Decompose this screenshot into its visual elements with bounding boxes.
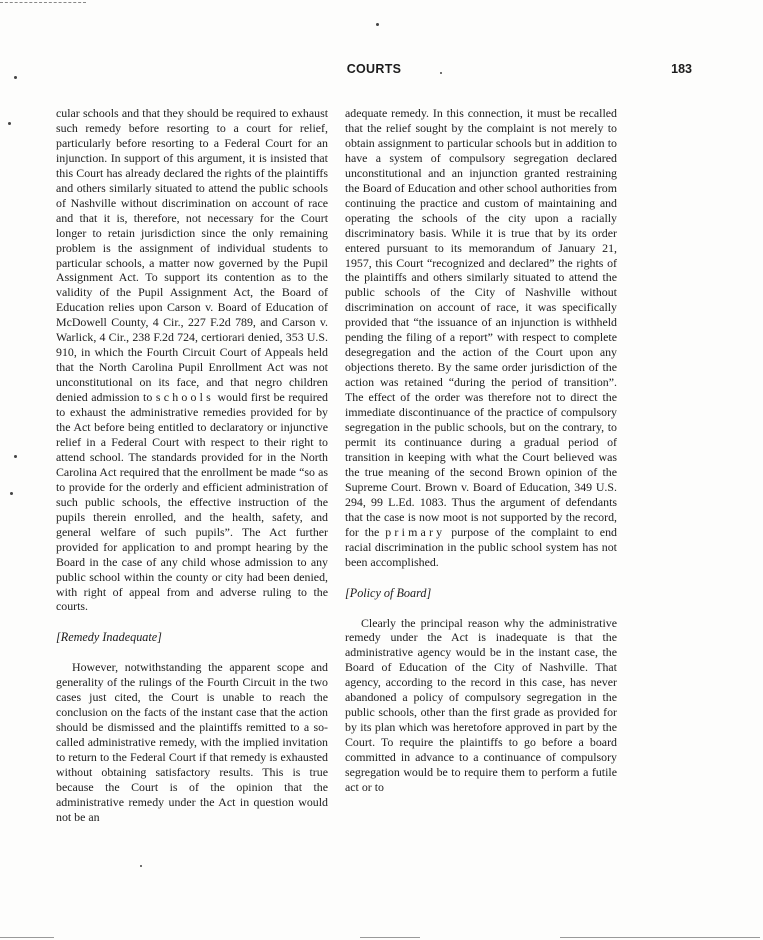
bottom-edge-rule	[560, 937, 760, 938]
running-head: COURTS	[346, 62, 402, 76]
paragraph-text: adequate remedy. In this connection, it must be recalled that the relief sought by the complaint is not merely to obtain assignment to particular schools but in addition to have a system of compulsory segregation declared unconstitutional and an injunction granted restraining the Board of Education and other school authorities from continuing the practice and custom of maintaining and operating the schools of the city upon a racially discriminatory basis. While it is true that by its order entered pursuant to its memorandum of January 21, 1957, this Court “recognized and declared” the rights of the plaintiffs and others similarly situated to attend the public schools of the City of Nashville without discrimination on account of race, it was specifically provided that “the issuance of an injunction is withheld pending the filing of a report” with respect to complete desegregation and the action of the Court upon any objections thereto. By the same order jurisdiction of the action was retained “during the period of transition”. The effect of the order was therefore not to direct the immediate discontinuance of the practice of compulsory segregation in the public schools, but on the contrary, to permit its continuance during a gradual period of transition in keeping with what the Court believed was the true meaning of the second Brown opinion of the Supreme Court. Brown v. Board of Education, 349 U.S. 294, 99 L.Ed. 1083. Thus the argument of defendants that the case is now moot is not supported by the record, for the	[345, 106, 617, 539]
scan-speck	[10, 492, 13, 495]
paragraph	[56, 106, 328, 614]
bottom-edge-rule	[360, 937, 420, 938]
paragraph: However, notwithstanding the apparent scope and generality of the rulings of the Fourth Circuit in the two cases just cited, the Court is unable to reach the conclusion on the facts of the instant case that the action should be dismissed and the plaintiffs remitted to a so-called administrative remedy, with the implied invitation to return to the Federal Court if that remedy is exhausted without obtaining satisfactory results. This is true because the Court is of the opinion that the administrative remedy under the Act in question would not be an	[56, 660, 328, 824]
section-heading-remedy-inadequate: [Remedy Inadequate]	[56, 630, 162, 645]
scan-speck	[376, 23, 379, 26]
bottom-edge-rule	[0, 937, 54, 938]
scan-speck	[8, 122, 11, 125]
paragraph: Clearly the principal reason why the administrative remedy under the Act is inadequate is that the administrative agency would be in the instant case, the Board of Education of the City of Nashville. That agency, according to the record in this case, has never abandoned a policy of compulsory segregation in the public schools, other than the first grade as provided for by its plan which was heretofore approved in part by the Court. To require the plaintiffs to go before a board committed in advance to a continuance of compulsory segregation would be to require them to perform a futile act or to	[345, 615, 617, 794]
spaced-word: schools	[155, 390, 214, 405]
right-column	[345, 106, 617, 795]
scan-speck	[140, 865, 142, 867]
scan-speck	[14, 455, 17, 458]
top-edge-dashes	[0, 2, 86, 3]
paragraph-text: purpose of the complaint to end racial discrimination in the public school system has not been accomplished.	[345, 524, 617, 569]
left-column	[56, 106, 328, 825]
paragraph	[345, 106, 617, 570]
paragraph-text: cular schools and that they should be required to exhaust such remedy before resorting to a court for relief, particularly before resorting to a Federal Court for an injunction. In support of this argument, it is insisted that this Court has already declared the rights of the plaintiffs and others similarly situated to attend the public schools of Nashville without discrimination on account of race and that it is, therefore, not necessary for the Court longer to retain jurisdiction since the only remaining problem is the assignment of individual students to particular schools, a matter now governed by the Pupil Assignment Act. To support its contention as to the validity of the Pupil Assignment Act, the Board of Education relies upon Carson v. Board of Education of McDowell County, 4 Cir., 227 F.2d 789, and Carson v. Warlick, 4 Cir., 238 F.2d 724, certiorari denied, 353 U.S. 910, in which the Fourth Circuit Court of Appeals held that the North Carolina Pupil Enrollment Act was not unconstitutional on its face, and that negro children denied admission to	[56, 106, 328, 405]
scan-speck	[14, 76, 17, 79]
spaced-word: primary	[385, 524, 446, 539]
page-header	[56, 62, 692, 80]
page-number: 183	[671, 62, 692, 76]
paragraph-text: would first be required to exhaust the administrative remedies provided for by the Act before being entitled to declaratory or injunctive relief in a Federal Court with respect to their right to attend school. The standards provided for in the North Carolina Act required that the enrollment be made “so as to provide for the orderly and efficient administration of such public schools, the effective instruction of the pupils therein enrolled, and the health, safety, and general welfare of such pupils”. The Act further provided for application to and prompt hearing by the Board in the case of any child whose admission to any public school within the county or city had been denied, with right of appeal from and adverse ruling to the courts.	[56, 390, 328, 614]
section-heading-policy-of-board: [Policy of Board]	[345, 585, 432, 600]
